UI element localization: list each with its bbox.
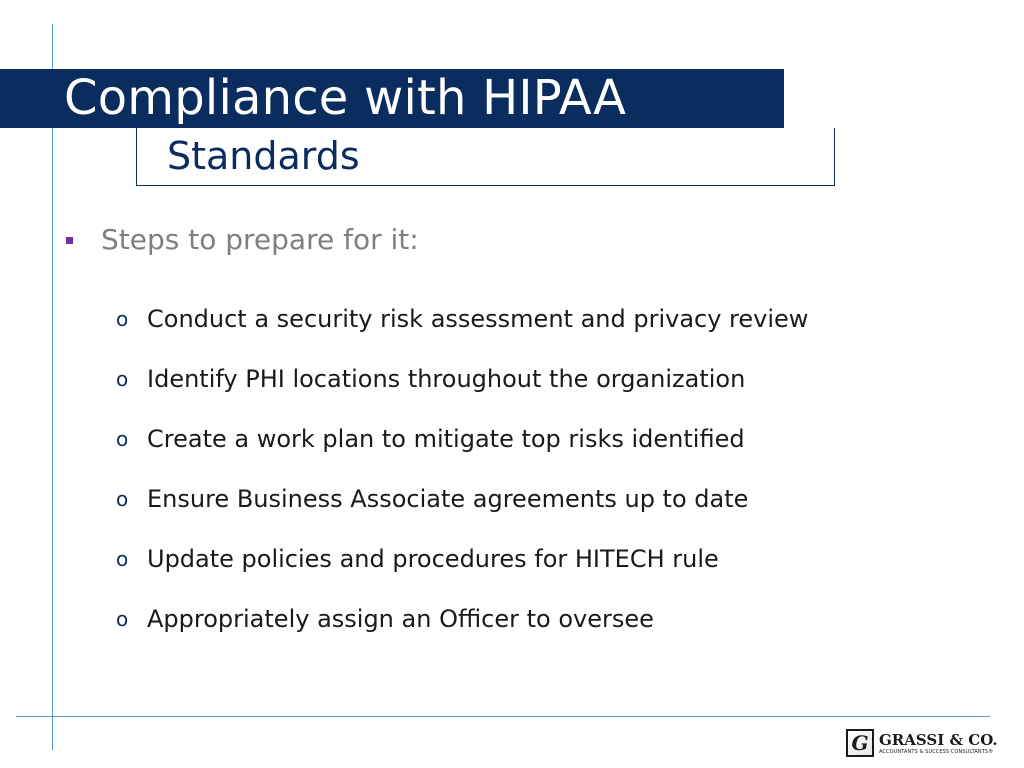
logo-tagline: ACCOUNTANTS & SUCCESS CONSULTANTS®: [879, 748, 994, 755]
slide-subtitle: Standards: [167, 134, 360, 178]
main-bullet-text: Steps to prepare for it:: [101, 223, 419, 256]
list-item-text: Update policies and procedures for HITECH rule: [147, 545, 719, 573]
footer-rule: [16, 716, 990, 717]
subtitle-box: [136, 128, 835, 186]
logo-name: GRASSI & CO.: [879, 730, 998, 749]
circle-bullet-icon: o: [116, 367, 129, 391]
list-item: [116, 349, 976, 409]
list-item-text: Ensure Business Associate agreements up to date: [147, 485, 749, 513]
circle-bullet-icon: o: [116, 487, 129, 511]
logo-wordmark: [879, 732, 998, 755]
list-item: [116, 289, 976, 349]
list-item: [116, 469, 976, 529]
slide-title: Compliance with HIPAA: [64, 70, 627, 126]
list-item-text: Appropriately assign an Officer to oversee: [147, 605, 654, 633]
company-logo: [846, 727, 998, 759]
list-item-text: Conduct a security risk assessment and privacy review: [147, 305, 809, 333]
list-item: [116, 529, 976, 589]
circle-bullet-icon: o: [116, 547, 129, 571]
list-item-text: Identify PHI locations throughout the organization: [147, 365, 746, 393]
circle-bullet-icon: o: [116, 427, 129, 451]
title-bar: [0, 69, 784, 128]
circle-bullet-icon: o: [116, 307, 129, 331]
list-item: [116, 589, 976, 649]
logo-mark-icon: G: [846, 729, 874, 757]
main-bullet-item: [66, 223, 419, 256]
square-bullet-icon: [66, 237, 73, 244]
list-item-text: Create a work plan to mitigate top risks identified: [147, 425, 745, 453]
vertical-rule: [52, 24, 53, 750]
circle-bullet-icon: o: [116, 607, 129, 631]
sub-bullet-list: [116, 289, 976, 649]
list-item: [116, 409, 976, 469]
